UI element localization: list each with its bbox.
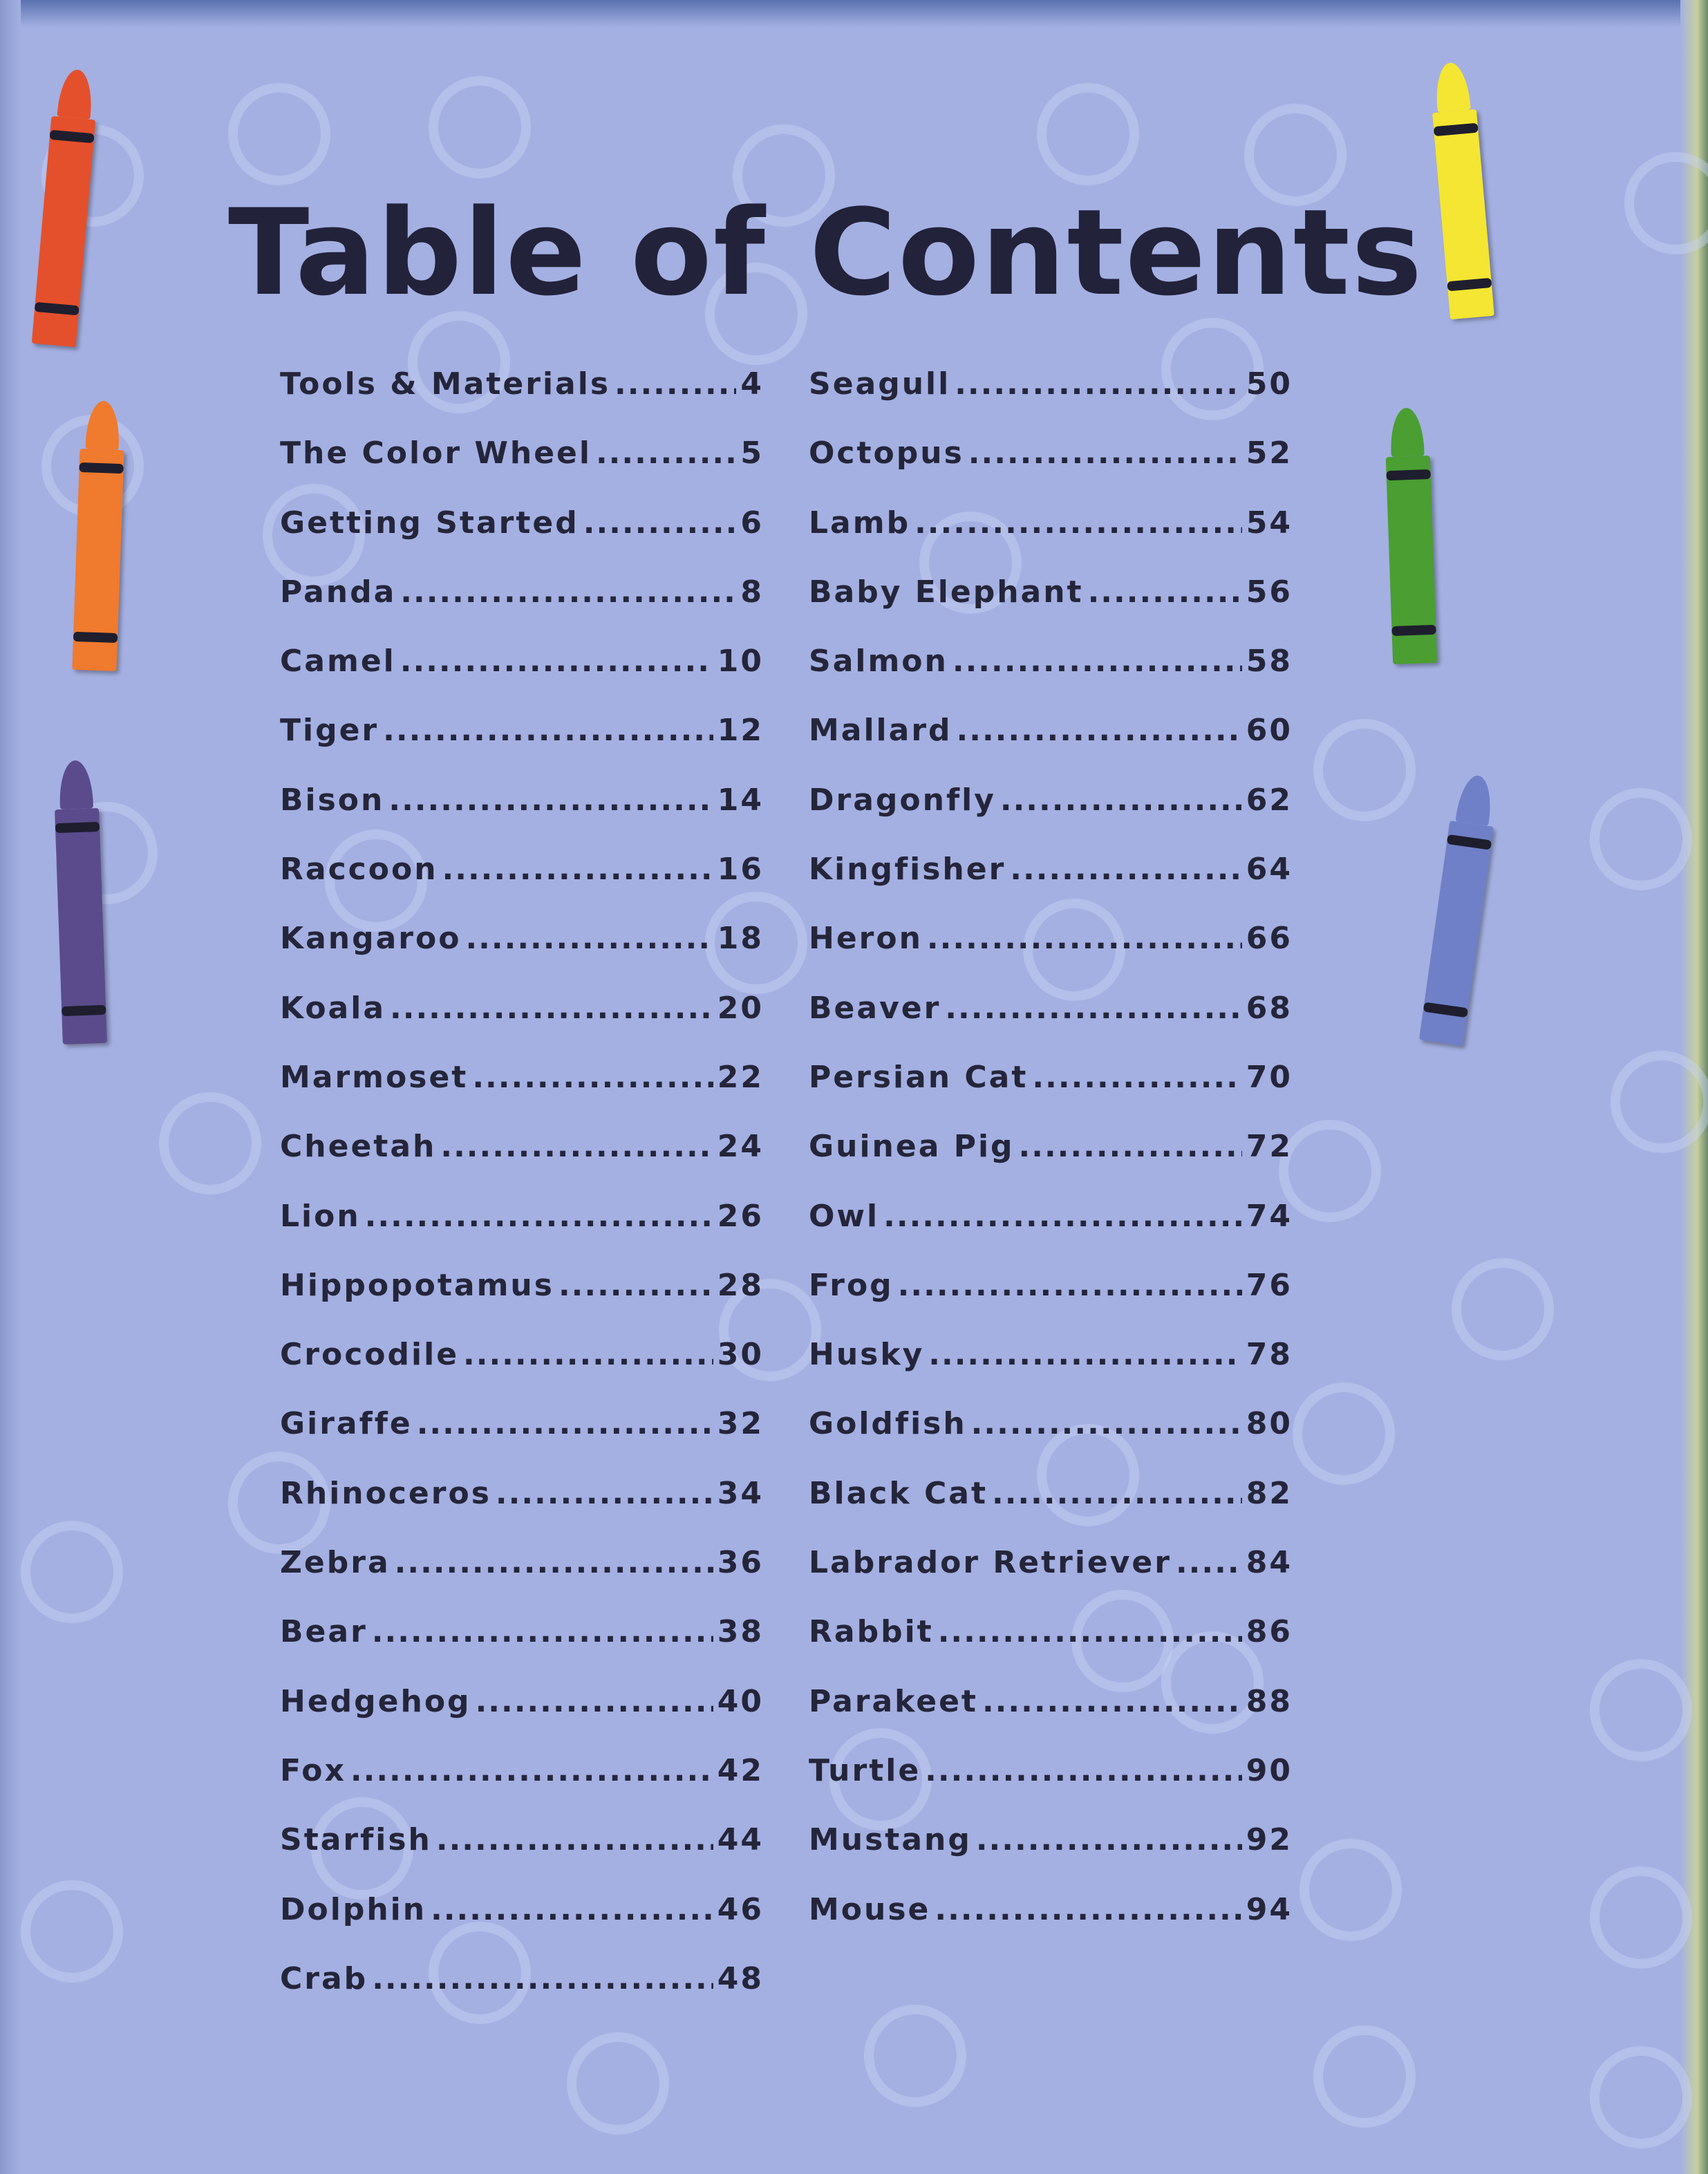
toc-entry-page: 8 [740, 574, 764, 610]
crayon-band [50, 130, 95, 144]
toc-entry-page: 48 [717, 1960, 764, 1996]
toc-entry [809, 1129, 1293, 1198]
swirl-decoration [429, 76, 531, 178]
dot-leader [440, 1129, 713, 1164]
toc-entry [280, 1822, 764, 1891]
swirl-decoration [1590, 1866, 1692, 1969]
toc-entry-title: Octopus [809, 435, 964, 471]
toc-entry-page: 38 [717, 1614, 764, 1650]
dot-leader [1176, 1545, 1242, 1580]
swirl-decoration [21, 1880, 123, 1983]
dot-leader [952, 644, 1242, 679]
dot-leader [935, 1892, 1241, 1927]
swirl-decoration [1611, 1051, 1708, 1153]
crayon-band [62, 1005, 106, 1016]
crayon-tip [1389, 407, 1424, 457]
swirl-decoration [159, 1092, 261, 1194]
toc-entry [280, 783, 764, 852]
toc-entry [280, 574, 764, 644]
crayon-band [1434, 123, 1479, 137]
toc-entry-title: Hippopotamus [280, 1267, 554, 1303]
toc-right-column [809, 366, 1293, 1961]
toc-entry [280, 713, 764, 782]
toc-entry-page: 6 [740, 505, 764, 541]
toc-entry [809, 574, 1293, 644]
toc-entry-page: 30 [717, 1337, 764, 1373]
dot-leader [436, 1822, 713, 1857]
swirl-decoration [1037, 83, 1139, 185]
swirl-decoration [21, 1521, 123, 1623]
toc-entry-title: Dragonfly [809, 782, 996, 818]
red-orange-crayon-illustration [32, 116, 96, 347]
swirl-decoration [1279, 1120, 1381, 1222]
toc-entry [280, 1753, 764, 1822]
toc-entry [280, 1268, 764, 1337]
toc-entry-page: 56 [1246, 574, 1293, 610]
dot-leader [1010, 852, 1241, 887]
toc-entry-page: 54 [1246, 505, 1293, 541]
toc-entry-page: 66 [1246, 921, 1293, 957]
page-gutter-shadow [0, 0, 21, 2174]
dot-leader [927, 921, 1242, 956]
dot-leader [1019, 1129, 1242, 1164]
toc-entry-title: Turtle [809, 1752, 921, 1788]
toc-entry [809, 644, 1293, 713]
dot-leader [971, 1406, 1242, 1441]
toc-entry-page: 40 [717, 1683, 764, 1719]
toc-entry-title: Zebra [280, 1545, 391, 1581]
toc-entry-page: 72 [1246, 1129, 1293, 1165]
crayon-tip [59, 760, 93, 809]
toc-entry-title: Kangaroo [280, 921, 462, 957]
toc-entry-title: Rhinoceros [280, 1475, 491, 1511]
toc-entry [280, 644, 764, 713]
dot-leader [476, 1684, 713, 1719]
toc-entry-title: Husky [809, 1337, 925, 1373]
toc-entry-page: 46 [717, 1891, 764, 1927]
toc-entry [809, 435, 1293, 505]
toc-entry-title: Bear [280, 1614, 368, 1650]
toc-entry-title: Getting Started [280, 505, 579, 541]
toc-entry-page: 86 [1246, 1614, 1293, 1650]
dot-leader [976, 1822, 1242, 1857]
toc-entry-title: Lamb [809, 505, 911, 541]
toc-entry-page: 64 [1246, 852, 1293, 888]
toc-entry-title: Raccoon [280, 852, 438, 888]
dot-leader [914, 505, 1242, 541]
toc-entry-page: 78 [1246, 1337, 1293, 1373]
toc-entry [280, 505, 764, 574]
toc-entry-title: Goldfish [809, 1406, 967, 1442]
toc-entry [280, 1337, 764, 1406]
toc-entry [280, 1614, 764, 1683]
toc-entry [809, 1753, 1293, 1822]
toc-entry-page: 88 [1246, 1683, 1293, 1719]
toc-entry-title: Parakeet [809, 1683, 978, 1719]
purple-crayon-illustration [55, 808, 107, 1044]
dot-leader [898, 1268, 1242, 1303]
toc-entry-page: 28 [717, 1267, 764, 1303]
page-top-shadow [0, 0, 1708, 28]
toc-entry-page: 58 [1246, 644, 1293, 680]
toc-entry-page: 50 [1246, 366, 1293, 402]
toc-entry [809, 1545, 1293, 1614]
toc-entry [809, 366, 1293, 435]
swirl-decoration [864, 2005, 966, 2107]
toc-entry-page: 92 [1246, 1822, 1293, 1858]
toc-entry [809, 713, 1293, 782]
toc-entry-title: Owl [809, 1198, 880, 1234]
yellow-crayon-illustration [1432, 109, 1494, 319]
dot-leader [596, 435, 736, 471]
toc-entry [280, 1060, 764, 1129]
toc-entry [809, 1199, 1293, 1268]
dot-leader [559, 1268, 713, 1303]
dot-leader [992, 1476, 1242, 1511]
crayon-band [1447, 834, 1492, 850]
dot-leader [938, 1614, 1242, 1649]
toc-entry [809, 1684, 1293, 1753]
toc-entry [280, 1406, 764, 1475]
toc-entry-title: Kingfisher [809, 852, 1006, 888]
dot-leader [372, 1961, 713, 1996]
toc-entry-title: Mouse [809, 1891, 931, 1927]
dot-leader [583, 505, 737, 541]
dot-leader [968, 435, 1242, 471]
toc-entry-page: 42 [717, 1752, 764, 1788]
toc-entry-page: 18 [717, 921, 764, 957]
dot-leader [928, 1337, 1241, 1372]
swirl-decoration [1590, 2046, 1692, 2148]
toc-entry-title: Persian Cat [809, 1059, 1029, 1095]
toc-entry-title: Seagull [809, 366, 951, 402]
toc-entry [280, 852, 764, 921]
dot-leader [945, 991, 1241, 1026]
toc-entry-page: 60 [1246, 713, 1293, 749]
toc-entry [280, 1129, 764, 1198]
toc-entry-title: Camel [280, 644, 396, 680]
toc-entry-page: 22 [717, 1059, 764, 1095]
crayon-band [1391, 625, 1436, 636]
toc-entry [280, 1684, 764, 1753]
toc-entry [280, 991, 764, 1060]
toc-entry [809, 1060, 1293, 1129]
toc-entry [809, 1614, 1293, 1683]
swirl-decoration [1299, 1839, 1402, 1941]
toc-entry-title: Crocodile [280, 1337, 460, 1373]
toc-entry-page: 62 [1246, 782, 1293, 818]
dot-leader [955, 366, 1242, 402]
dot-leader [1032, 1060, 1241, 1095]
page-title: Table of Contents [228, 183, 1424, 323]
toc-entry-title: Rabbit [809, 1614, 934, 1650]
toc-entry [809, 991, 1293, 1060]
toc-entry-page: 74 [1246, 1198, 1293, 1234]
swirl-decoration [228, 83, 330, 185]
toc-entry-title: Mallard [809, 713, 952, 749]
toc-entry-title: Crab [280, 1960, 368, 1996]
crayon-tip [86, 400, 120, 450]
swirl-decoration [1624, 152, 1708, 254]
toc-entry [809, 852, 1293, 921]
toc-entry-page: 44 [717, 1822, 764, 1858]
toc-entry-page: 24 [717, 1129, 764, 1165]
toc-entry-title: Salmon [809, 644, 948, 680]
toc-entry-page: 10 [717, 644, 764, 680]
dot-leader [465, 921, 713, 956]
dot-leader [925, 1753, 1242, 1788]
toc-entry-title: Dolphin [280, 1891, 427, 1927]
crayon-band [1447, 278, 1492, 292]
swirl-decoration [1590, 788, 1692, 890]
green-crayon-illustration [1386, 456, 1437, 664]
dot-leader [390, 991, 713, 1026]
toc-entry [280, 435, 764, 505]
toc-entry-page: 34 [717, 1475, 764, 1511]
toc-left-column [280, 366, 764, 2030]
dot-leader [350, 1753, 713, 1788]
toc-entry-title: Koala [280, 990, 386, 1026]
toc-entry-title: Labrador Retriever [809, 1545, 1172, 1581]
toc-entry [809, 505, 1293, 574]
toc-entry [280, 366, 764, 435]
dot-leader [400, 574, 736, 610]
dot-leader [957, 713, 1242, 748]
toc-entry-page: 14 [717, 782, 764, 818]
toc-entry-title: Baby Elephant [809, 574, 1084, 610]
toc-entry-title: Guinea Pig [809, 1129, 1015, 1165]
dot-leader [417, 1406, 713, 1441]
toc-entry-title: Marmoset [280, 1059, 469, 1095]
toc-entry-title: Bison [280, 782, 385, 818]
toc-entry-title: Mustang [809, 1822, 972, 1858]
orange-crayon-illustration [72, 449, 124, 671]
toc-entry [280, 1892, 764, 1961]
swirl-decoration [1313, 719, 1416, 821]
toc-entry-title: Hedgehog [280, 1683, 471, 1719]
toc-entry [280, 1545, 764, 1614]
crayon-band [1386, 469, 1430, 480]
toc-entry-page: 16 [717, 852, 764, 888]
dot-leader [388, 783, 713, 818]
crayon-tip [57, 68, 94, 120]
crayon-band [79, 462, 123, 474]
toc-entry [809, 1822, 1293, 1891]
dot-leader [395, 1545, 713, 1580]
crayon-band [55, 822, 100, 833]
dot-leader [400, 644, 713, 679]
crayon-band [1423, 1002, 1468, 1018]
toc-entry-page: 84 [1246, 1545, 1293, 1581]
dot-leader [1088, 574, 1242, 610]
toc-entry-title: Tiger [280, 713, 379, 749]
toc-entry-page: 12 [717, 713, 764, 749]
toc-entry [809, 783, 1293, 852]
dot-leader [383, 713, 713, 748]
toc-entry-page: 4 [740, 366, 764, 402]
swirl-decoration [1313, 2025, 1416, 2128]
toc-entry [809, 1892, 1293, 1961]
crayon-tip [1456, 774, 1495, 826]
toc-entry-title: Tools & Materials [280, 366, 611, 402]
toc-entry-title: Frog [809, 1267, 894, 1303]
toc-entry [809, 1476, 1293, 1545]
toc-entry-title: Giraffe [280, 1406, 413, 1442]
dot-leader [372, 1614, 713, 1649]
toc-entry [809, 921, 1293, 990]
toc-entry-title: Cheetah [280, 1129, 437, 1165]
toc-entry-title: Starfish [280, 1822, 432, 1858]
swirl-decoration [567, 2032, 669, 2135]
toc-entry-title: Beaver [809, 990, 941, 1026]
toc-entry [280, 1961, 764, 2030]
dot-leader [463, 1337, 713, 1372]
toc-entry [280, 1199, 764, 1268]
toc-entry-page: 90 [1246, 1752, 1293, 1788]
toc-entry-title: The Color Wheel [280, 435, 592, 471]
toc-entry-page: 70 [1246, 1059, 1293, 1095]
toc-entry [280, 921, 764, 990]
blue-crayon-illustration [1419, 821, 1494, 1046]
toc-entry-page: 52 [1246, 435, 1293, 471]
toc-entry-page: 26 [717, 1198, 764, 1234]
dot-leader [431, 1892, 713, 1927]
dot-leader [982, 1684, 1242, 1719]
toc-entry-page: 20 [717, 990, 764, 1026]
crayon-tip [1434, 62, 1471, 113]
toc-entry [280, 1476, 764, 1545]
dot-leader [1000, 783, 1242, 818]
toc-entry-page: 5 [740, 435, 764, 471]
dot-leader [883, 1199, 1242, 1234]
toc-entry [809, 1406, 1293, 1475]
toc-entry-page: 68 [1246, 990, 1293, 1026]
crayon-band [35, 302, 79, 316]
toc-entry-title: Fox [280, 1752, 346, 1788]
toc-entry-page: 82 [1246, 1475, 1293, 1511]
dot-leader [472, 1060, 713, 1095]
toc-entry-page: 76 [1246, 1267, 1293, 1303]
dot-leader [442, 852, 713, 887]
swirl-decoration [1452, 1258, 1554, 1360]
toc-entry [809, 1337, 1293, 1406]
toc-entry-page: 80 [1246, 1406, 1293, 1442]
dot-leader [365, 1199, 713, 1234]
toc-entry-title: Heron [809, 921, 923, 957]
dot-leader [614, 366, 736, 402]
swirl-decoration [1590, 1659, 1692, 1761]
crayon-band [73, 632, 118, 643]
toc-entry-page: 36 [717, 1545, 764, 1581]
toc-entry-page: 32 [717, 1406, 764, 1442]
dot-leader [496, 1476, 713, 1511]
toc-entry-page: 94 [1246, 1891, 1293, 1927]
toc-entry-title: Black Cat [809, 1475, 988, 1511]
toc-entry-title: Lion [280, 1198, 361, 1234]
swirl-decoration [1293, 1383, 1395, 1485]
toc-entry [809, 1268, 1293, 1337]
toc-entry-title: Panda [280, 574, 397, 610]
